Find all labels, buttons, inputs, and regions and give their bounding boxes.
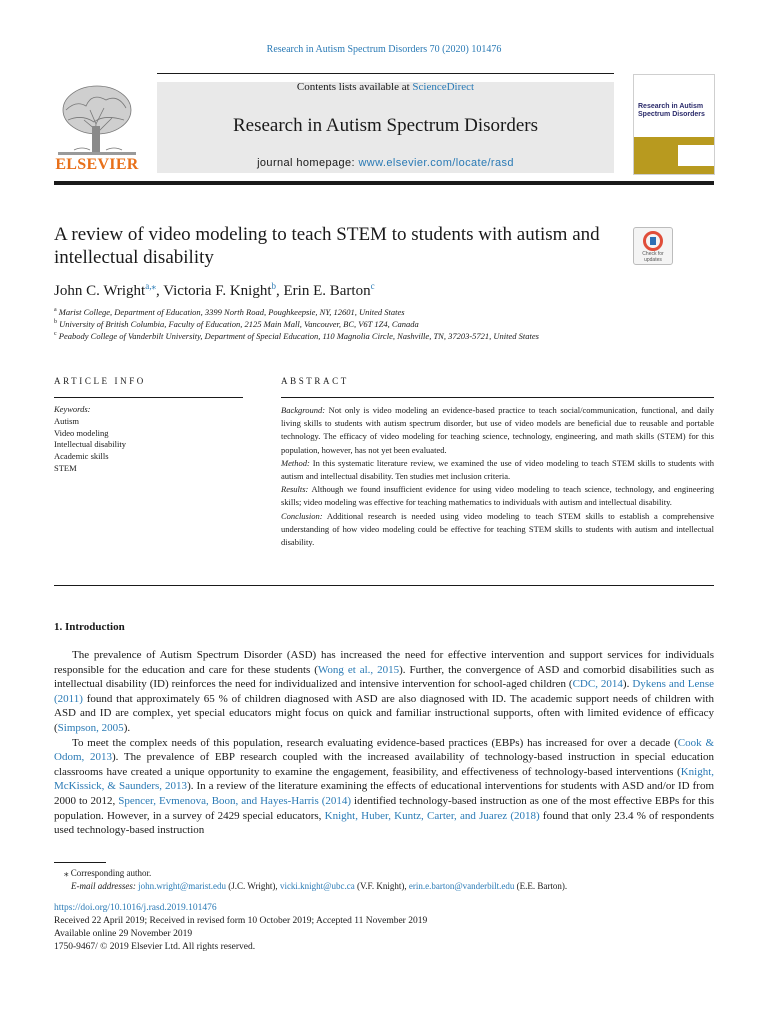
abstract-body: In this systematic literature review, we examined the use of video modeling to teach STEM skills to students with autism and intellectual disability. Ten studies met inclusion criteria.: [281, 457, 714, 482]
abstract-label: Method:: [281, 457, 310, 468]
email-link[interactable]: vicki.knight@ubc.ca: [279, 881, 355, 891]
paragraph: [54, 736, 714, 838]
paragraph-text: ). The prevalence of EBP research coupled with the increased availability of technology-based instruction in special education classrooms have created a unique opportunity to examine the engagement, feasibility, and effectiveness of technology-based interventions (: [54, 751, 715, 778]
abstract-heading: ABSTRACT: [281, 376, 349, 386]
affiliation-marker: b: [54, 319, 57, 326]
paragraph-text: The prevalence of Autism Spectrum Disorder (ASD) has increased the need for effective intervention and support services for individuals responsible for the education and care for these students (: [54, 649, 714, 676]
author-affiliation-marker[interactable]: c: [370, 281, 375, 291]
paragraph-text: ).: [622, 678, 633, 691]
journal-citation-link[interactable]: Research in Autism Spectrum Disorders 70 (2020) 101476: [266, 44, 502, 55]
email-owner: (E.E. Barton).: [514, 881, 568, 891]
paragraph-text: ).: [123, 721, 131, 734]
affiliation-marker: a: [54, 307, 57, 314]
paragraph-text: found that only 23.4 % of respondents used technology-based instruction: [54, 809, 714, 837]
keyword: Video modeling: [54, 427, 109, 438]
abstract-label: Results:: [281, 484, 309, 495]
email-owner: (V.F. Knight),: [354, 881, 409, 891]
abstract-text: [281, 404, 714, 549]
journal-homepage-line: [157, 157, 614, 169]
citation-link[interactable]: CDC, 2014: [572, 678, 623, 691]
email-addresses: [71, 881, 567, 891]
abstract-body: Although we found insufficient evidence for using video modeling to teach science, technology, and engineering skills; video modeling was effective for teaching mathematics to individuals with autism and intellectual disability.: [281, 484, 714, 508]
abstract-background: [281, 404, 714, 457]
footnote-rule: [54, 862, 106, 863]
author-list: John C. Wright$^{a,⁎}$, Victoria F. Knight$^b$, Erin E. Barton$^c$: [54, 281, 375, 299]
abstract-rule: [281, 397, 714, 398]
abstract-results: [281, 483, 714, 509]
homepage-prefix: journal homepage:: [257, 157, 359, 169]
author-name[interactable]: John C. Wright: [54, 283, 146, 299]
header-bottom-rule: [54, 181, 714, 185]
journal-homepage-link[interactable]: www.elsevier.com/locate/rasd: [358, 157, 514, 169]
affiliation-text: Marist College, Department of Education, 3399 North Road, Poughkeepsie, NY, 12601, United States: [58, 307, 405, 317]
abstract-method: [281, 457, 714, 483]
article-info-rule: [54, 397, 243, 398]
author-affiliation-marker[interactable]: b: [271, 281, 277, 291]
citation-link[interactable]: Knight, McKissick, & Saunders, 2013: [54, 765, 714, 793]
keyword: Academic skills: [54, 451, 109, 462]
keywords-block: [54, 404, 126, 475]
elsevier-wordmark: ELSEVIER: [55, 156, 139, 173]
abstract-bottom-rule: [54, 585, 714, 586]
abstract-body: Additional research is needed using video modeling to teach STEM skills to establish a comprehensive understanding of how video modeling could be effective for teaching STEM skills to students with autism and intellectual disability.: [281, 510, 715, 548]
cover-white-block: [678, 145, 714, 166]
affiliation-marker: c: [54, 331, 57, 338]
abstract-label: Conclusion:: [281, 510, 323, 521]
email-label: E-mail addresses:: [71, 881, 136, 891]
cover-title: Research in Autism Spectrum Disorders: [638, 103, 705, 118]
citation-link[interactable]: Knight, Huber, Kuntz, Carter, and Juarez (2018): [324, 809, 540, 822]
author-affiliation-marker[interactable]: a,⁎: [145, 281, 156, 291]
sciencedirect-link[interactable]: ScienceDirect: [412, 81, 475, 93]
received-dates: Received 22 April 2019; Received in revised form 10 October 2019; Accepted 11 November 2019: [54, 916, 428, 926]
citation-link[interactable]: Spencer, Evmenova, Boon, and Hayes-Harris (2014): [118, 794, 352, 807]
paragraph-text: found that approximately 65 % of children diagnosed with ASD are also diagnosed with ID. The academic support needs of children with ASD and ID are complex, yet special educators might focus on quick and familiar instructional supports, often with limited evidence of efficacy (: [54, 692, 714, 734]
contents-available-line: [157, 81, 614, 93]
author-name[interactable]: Victoria F. Knight: [163, 283, 272, 299]
affiliation-text: University of British Columbia, Faculty of Education, 2125 Main Mall, Vancouver, BC, V6T 1Z4, Canada: [59, 319, 419, 329]
journal-cover-thumbnail[interactable]: [633, 74, 715, 175]
crossmark-icon: [643, 231, 663, 251]
paragraph-text: To meet the complex needs of this population, research evaluating evidence-based practices (EBPs) has increased for over a decade (: [72, 736, 678, 749]
email-link[interactable]: john.wright@marist.edu: [138, 881, 226, 891]
citation-link[interactable]: Cook & Odom, 2013: [54, 736, 714, 764]
affiliation: [54, 307, 405, 317]
author-name[interactable]: Erin E. Barton: [283, 283, 371, 299]
crossmark-badge[interactable]: [633, 227, 673, 265]
citation-link[interactable]: Dykens and Lense (2011): [54, 678, 714, 705]
available-online-date: Available online 29 November 2019: [54, 929, 193, 939]
affiliation-text: Peabody College of Vanderbilt University, Department of Special Education, 110 Magnolia Circle, Nashville, TN, 37203-5721, United States: [58, 331, 539, 341]
doi-link[interactable]: https://doi.org/10.1016/j.rasd.2019.101476: [54, 903, 217, 913]
paragraph-text: identified technology-based instruction as one of the most effective EBPs for this population. However, in a survey of 2429 special educators,: [54, 794, 714, 822]
article-info-heading: ARTICLE INFO: [54, 376, 146, 386]
contents-prefix: Contents lists available at: [296, 81, 413, 93]
paragraph-text: ). Further, the convergence of ASD and comorbid disabilities such as intellectual disability (ID) reinforces the need for individualized and intensive intervention for school-aged children (: [54, 663, 714, 691]
abstract-conclusion: [281, 510, 714, 550]
abstract-label: Background:: [281, 405, 326, 415]
email-link[interactable]: erin.e.barton@vanderbilt.edu: [408, 881, 515, 891]
citation-link[interactable]: Wong et al., 2015: [317, 663, 400, 676]
copyright-line: 1750-9467/ © 2019 Elsevier Ltd. All rights reserved.: [54, 942, 256, 952]
abstract-body: Not only is video modeling an evidence-based practice to teach social/communication, functional, and daily living skills to students with autism spectrum disorder, but use of video models are beneficial due to reusable and portable technology. The efficacy of video modeling for teaching science, technology, engineering, and math skills (STEM) for this population, however, has not yet been evaluated.: [281, 405, 714, 455]
crossmark-label: Check for updates: [642, 251, 664, 263]
corresponding-author-note: ⁎ Corresponding author.: [64, 868, 152, 878]
header-top-rule: [157, 73, 614, 74]
keyword: Intellectual disability: [54, 439, 126, 450]
paragraph: [54, 648, 714, 736]
email-owner: (J.C. Wright),: [225, 881, 280, 891]
section-heading-introduction: 1. Introduction: [54, 621, 125, 633]
article-title: A review of video modeling to teach STEM to students with autism and intellectual disability: [54, 224, 600, 268]
keyword: STEM: [54, 462, 77, 473]
keyword: Autism: [54, 415, 80, 426]
citation-link[interactable]: Simpson, 2005: [57, 721, 124, 734]
journal-title: Research in Autism Spectrum Disorders: [232, 115, 538, 136]
affiliation: [54, 331, 539, 341]
introduction-body: [54, 648, 714, 838]
paragraph-text: ). In a review of the literature examining the effects of educational interventions for students with ASD and/or ID from 2000 to 2012,: [54, 780, 715, 807]
affiliation: [54, 319, 419, 329]
keywords-label: Keywords:: [54, 404, 91, 414]
